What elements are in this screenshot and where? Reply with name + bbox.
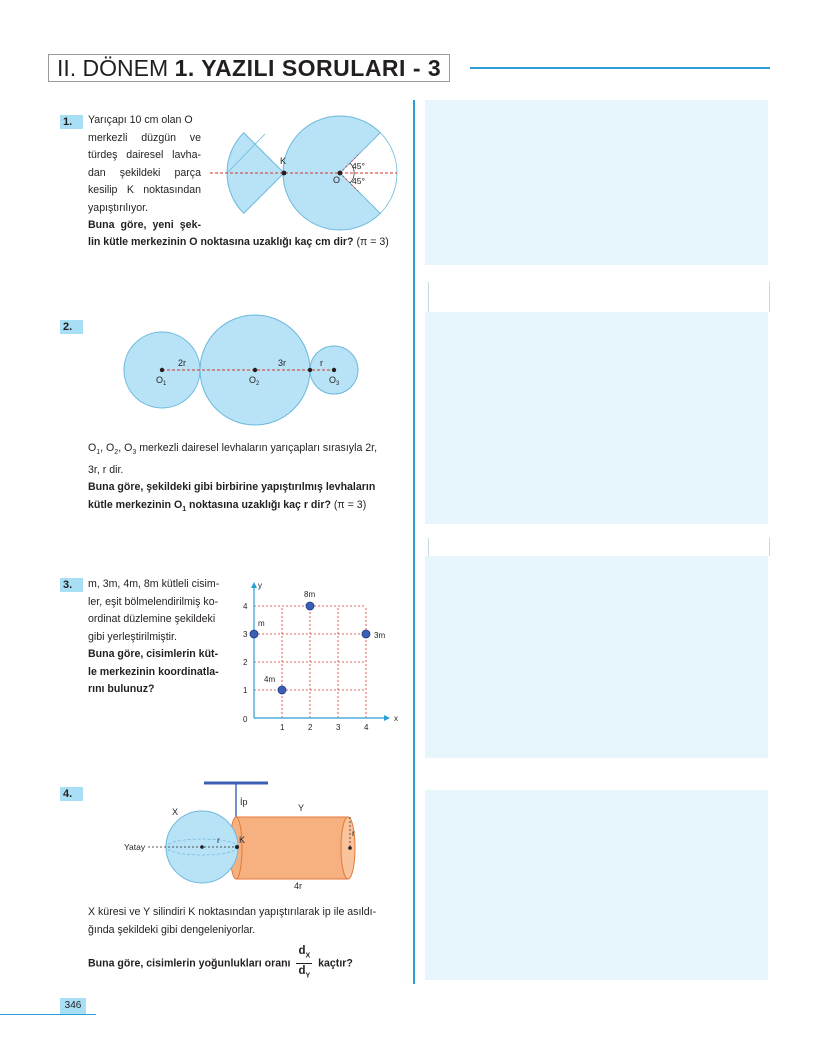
q2-o3-label: $O_3$ — [329, 375, 340, 387]
q4-question-a: Buna göre, cisimlerin yoğunlukları oranı — [88, 957, 291, 970]
q2-r3-label: r — [320, 358, 323, 368]
q1-angle-bottom: 45° — [352, 176, 365, 186]
q4-cylinder-body — [236, 817, 348, 879]
q3-line: gibi yerleştirilmiştir. — [88, 630, 177, 643]
x-tick-label: 2 — [308, 723, 313, 732]
mass-label: 4m — [264, 675, 276, 684]
q4-yatay-label: Yatay — [124, 842, 146, 852]
mass-point — [278, 686, 286, 694]
question-4-number: 4. — [60, 787, 83, 801]
q4-sphere-center — [200, 845, 204, 849]
answer-box-3-tab — [428, 538, 770, 556]
answer-box-1[interactable] — [425, 100, 768, 265]
x-tick-label: 3 — [336, 723, 341, 732]
y-axis-arrow — [251, 582, 257, 588]
q4-figure — [120, 775, 370, 895]
q1-line: Yarıçapı 10 cm olan O — [88, 114, 193, 126]
q2-line: 3r, r dir. — [88, 463, 124, 476]
q2-o2-label: $O_2$ — [249, 375, 260, 387]
q2-question-line: Buna göre, şekildeki gibi birbirine yapıştırılmış levhaların — [88, 481, 376, 494]
q3-line: m, 3m, 4m, 8m kütleli cisim- — [88, 578, 220, 590]
title-bold: 1. YAZILI SORULARI - 3 — [174, 55, 442, 81]
answer-box-3[interactable] — [425, 556, 768, 758]
q2-o1-label: $O_1$ — [156, 375, 167, 387]
q3-question-line: le merkezinin koordinatla- — [88, 665, 219, 678]
q1-point-k — [282, 171, 287, 176]
q4-line: ğında şekildeki gibi dengeleniyorlar. — [88, 923, 256, 936]
q3-line: ler, eşit bölmelendirilmiş ko- — [88, 595, 219, 608]
q1-line: türdeş dairesel lavha- — [88, 149, 201, 161]
title-light: II. DÖNEM — [57, 55, 175, 81]
q2-center-o2 — [253, 368, 257, 372]
title-rule — [470, 67, 770, 69]
q1-question-part: lin kütle merkezinin O noktasına uzaklığı kaç cm dir? — [88, 236, 354, 248]
q4-cyl-center — [348, 846, 352, 850]
q2-r2-label: 3r — [278, 358, 287, 368]
q1-pi-note: (π = 3) — [356, 236, 389, 248]
mass-label: 8m — [304, 590, 316, 599]
q4-ip-label: İp — [240, 797, 248, 807]
q1-question-part: Buna göre, yeni şek- — [88, 219, 201, 231]
q1-line: merkezli düzgün ve — [88, 131, 201, 144]
q2-r1-label: 2r — [178, 358, 187, 368]
question-2-number: 2. — [60, 320, 83, 334]
answer-box-2[interactable] — [425, 312, 768, 524]
q4-point-k — [235, 845, 239, 849]
q1-label-o: O — [333, 175, 341, 185]
q1-figure — [205, 110, 405, 235]
column-divider — [413, 100, 415, 984]
q1-question-line — [88, 217, 201, 235]
y-tick-label: 3 — [243, 630, 248, 639]
q4-r-cyl-label: r — [352, 828, 355, 838]
y-tick-label: 2 — [243, 658, 248, 667]
answer-box-4[interactable] — [425, 790, 768, 980]
question-3-text — [88, 576, 228, 699]
page-number: 346 — [60, 998, 86, 1014]
x-axis-label: x — [394, 714, 398, 723]
origin-label: 0 — [243, 715, 248, 724]
q4-density-fraction: $\frac{d_X}{d_Y}$ — [298, 945, 311, 980]
q3-coordinate-plane — [232, 580, 407, 735]
y-tick-label: 4 — [243, 602, 248, 611]
q1-label-k: K — [280, 156, 287, 166]
q1-angle-top: 45° — [352, 161, 365, 171]
x-axis-arrow — [384, 715, 390, 721]
mass-point — [306, 602, 314, 610]
y-axis-label: y — [258, 581, 262, 590]
mass-label: m — [258, 619, 265, 628]
q1-line: yapıştırılıyor. — [88, 201, 149, 214]
question-1-number: 1. — [60, 115, 83, 129]
q2-contact-point — [308, 368, 312, 372]
q2-line: $O_1$, $O_2$, $O_3$ merkezli dairesel levhaların yarıçapları sırasıyla 2r, — [88, 442, 378, 457]
question-3-number: 3. — [60, 578, 83, 592]
answer-box-2-tab — [428, 282, 770, 312]
question-1-question-end — [88, 234, 408, 252]
page-title — [48, 54, 450, 82]
q4-line: X küresi ve Y silindiri K noktasından yapıştırılarak ip ile asıldı- — [88, 906, 377, 918]
q2-pi-note: (π = 3) — [333, 498, 367, 511]
q4-cylinder-end-right — [341, 817, 355, 879]
footer-rule — [0, 1014, 96, 1015]
q1-line: dan şekildeki parça — [88, 166, 201, 179]
question-4-question — [88, 944, 408, 984]
q2-figure — [118, 312, 368, 430]
q1-line: kesilip K noktasından — [88, 184, 201, 196]
x-tick-label: 4 — [364, 723, 369, 732]
q2-question-line: kütle merkezinin $O_1$ noktasına uzaklığı kaç r dir? (π = 3) — [88, 498, 367, 513]
y-tick-label: 1 — [243, 686, 248, 695]
mass-point — [362, 630, 370, 638]
q4-r-sphere-label: r — [217, 835, 220, 845]
mass-label: 3m — [374, 631, 386, 640]
q3-question-line: Buna göre, cisimlerin küt- — [88, 648, 219, 660]
q4-question-b: kaçtır? — [318, 957, 353, 970]
q2-center-o3 — [332, 368, 336, 372]
question-1-text — [88, 112, 201, 235]
q4-y-label: Y — [298, 803, 305, 813]
question-2-text — [88, 440, 408, 518]
question-4-text — [88, 904, 408, 939]
q3-line: ordinat düzlemine şekildeki — [88, 613, 216, 625]
q4-length-label: 4r — [294, 881, 303, 891]
q3-question-line: rını bulunuz? — [88, 683, 155, 695]
mass-point — [250, 630, 258, 638]
x-tick-label: 1 — [280, 723, 285, 732]
q2-center-o1 — [160, 368, 164, 372]
q4-x-label: X — [172, 807, 179, 817]
q4-k-label: K — [239, 835, 246, 845]
